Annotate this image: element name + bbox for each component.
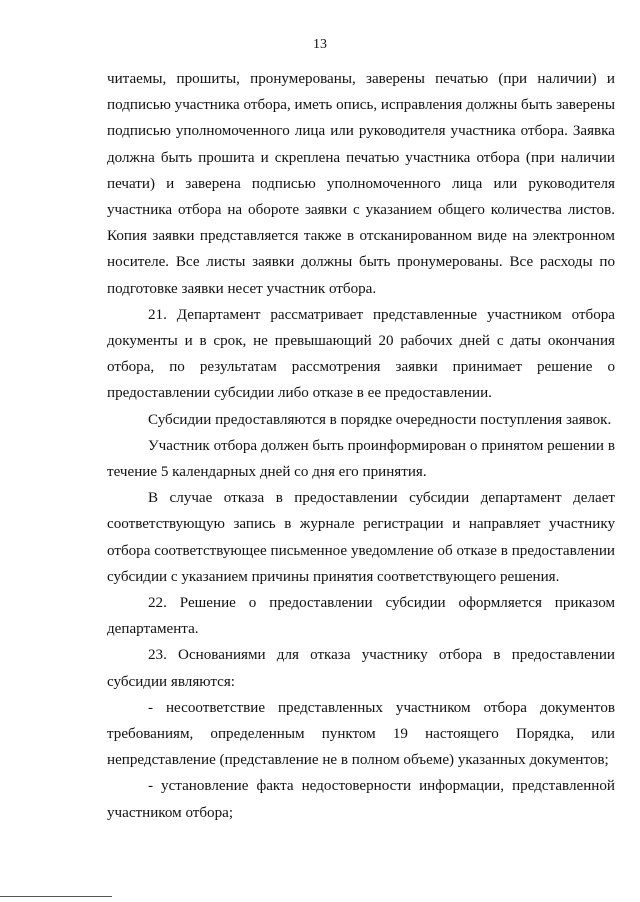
paragraph-continuation: читаемы, прошиты, пронумерованы, заверены печатью (при наличии) и подписью участника отбора, иметь опись, исправления должны быть заверены подписью уполномоченного лица или руководителя участника отбора. Заявка должна быть прошита и скреплена печатью участника отбора (при наличии печати) и заверена подписью уполномоченного лица или руководителя участника отбора на обороте заявки с указанием общего количества листов. Копия заявки представляется также в отсканированном виде на электронном носителе. Все листы заявки должны быть пронумерованы. Все расходы по подготовке заявки несет участник отбора. [107, 71, 615, 297]
page-number: 13 [313, 37, 327, 52]
document-body [107, 66, 615, 826]
paragraph-clause-23: 23. Основаниями для отказа участнику отбора в предоставлении субсидии являются: [107, 647, 615, 690]
paragraph-clause-21: 21. Департамент рассматривает представленные участником отбора документы и в срок, не превышающий 20 рабочих дней с даты окончания отбора, по результатам рассмотрения заявки принимает решение о предоставлении субсидии либо отказе в ее предоставлении. [107, 306, 615, 402]
paragraph-notification: Участник отбора должен быть проинформирован о принятом решении в течение 5 календарных дней со дня его принятия. [107, 437, 615, 481]
list-item-refusal-ground-1: - несоответствие представленных участником отбора документов требованиям, определенным пунктом 19 настоящего Порядка, или непредставление (представление не в полном объеме) указанных документов; [107, 699, 615, 769]
paragraph-subsidy-order: Субсидии предоставляются в порядке очередности поступления заявок. [148, 411, 612, 428]
list-item-refusal-ground-2: - установление факта недостоверности информации, представленной участником отбора; [107, 778, 615, 821]
paragraph-refusal-case: В случае отказа в предоставлении субсидии департамент делает соответствующую запись в журнале регистрации и направляет участнику отбора соответствующее письменное уведомление об отказе в предоставлении субсидии с указанием причины принятия соответствующего решения. [107, 490, 615, 585]
paragraph-clause-22: 22. Решение о предоставлении субсидии оформляется приказом департамента. [107, 595, 615, 638]
footer-divider [0, 896, 112, 897]
